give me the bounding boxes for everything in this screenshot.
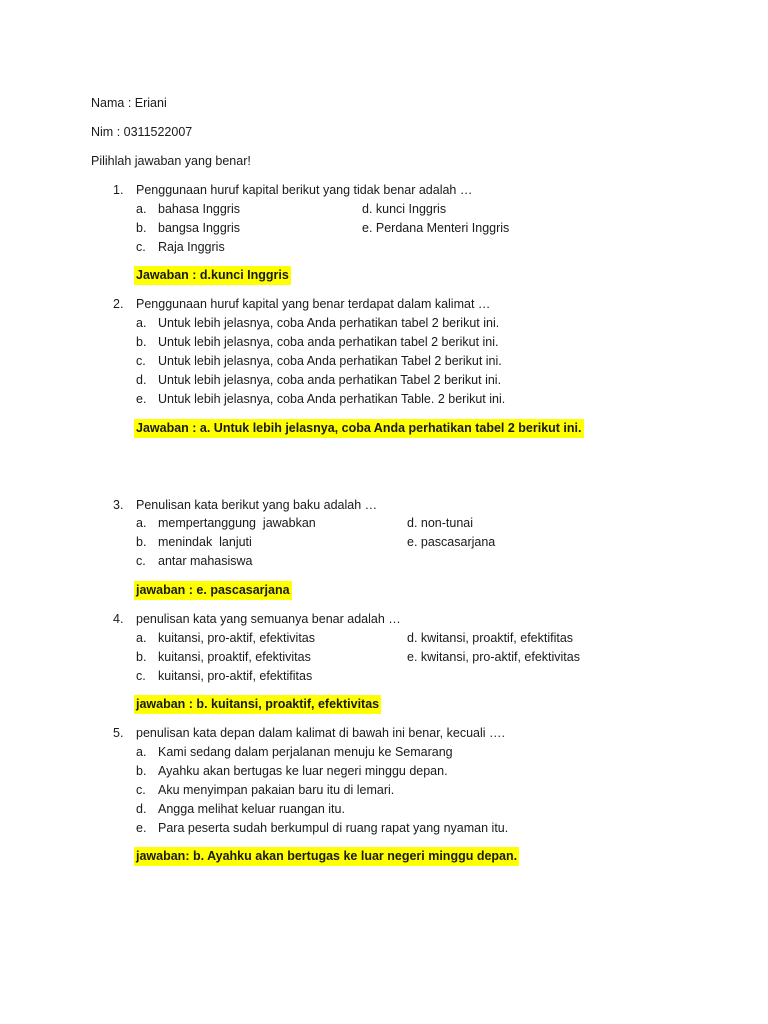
question-number: 4. bbox=[113, 612, 124, 626]
question-number: 1. bbox=[113, 183, 124, 197]
option-letter: a. bbox=[136, 316, 147, 330]
option-text: antar mahasiswa bbox=[158, 554, 253, 568]
student-nim: Nim : 0311522007 bbox=[91, 125, 193, 139]
option-text: Untuk lebih jelasnya, coba anda perhatikan tabel 2 berikut ini. bbox=[158, 335, 499, 349]
option-letter: a. bbox=[136, 516, 147, 530]
question-number: 3. bbox=[113, 498, 124, 512]
option-letter: c. bbox=[136, 783, 146, 797]
answer-highlight: Jawaban : a. Untuk lebih jelasnya, coba Anda perhatikan tabel 2 berikut ini. bbox=[134, 419, 584, 438]
option-text: Untuk lebih jelasnya, coba Anda perhatikan Tabel 2 berikut ini. bbox=[158, 354, 502, 368]
option-text: e. Perdana Menteri Inggris bbox=[362, 221, 510, 235]
option-text: Para peserta sudah berkumpul di ruang rapat yang nyaman itu. bbox=[158, 821, 509, 835]
answer-highlight: jawaban: b. Ayahku akan bertugas ke luar negeri minggu depan. bbox=[134, 847, 519, 866]
option-letter: d. bbox=[136, 373, 147, 387]
option-letter: b. bbox=[136, 650, 147, 664]
question-number: 5. bbox=[113, 726, 124, 740]
option-letter: b. bbox=[136, 335, 147, 349]
option-text: bahasa Inggris bbox=[158, 202, 241, 216]
option-letter: a. bbox=[136, 745, 147, 759]
option-letter: a. bbox=[136, 202, 147, 216]
option-text: d. kwitansi, proaktif, efektifitas bbox=[407, 631, 574, 645]
option-text: Angga melihat keluar ruangan itu. bbox=[158, 802, 345, 816]
option-letter: a. bbox=[136, 631, 147, 645]
instruction: Pilihlah jawaban yang benar! bbox=[91, 154, 251, 168]
question-text: Penggunaan huruf kapital berikut yang tidak benar adalah … bbox=[136, 183, 473, 197]
option-text: Aku menyimpan pakaian baru itu di lemari. bbox=[158, 783, 395, 797]
answer-highlight: jawaban : e. pascasarjana bbox=[134, 581, 292, 600]
option-text: kuitansi, pro-aktif, efektifitas bbox=[158, 669, 313, 683]
option-text: Untuk lebih jelasnya, coba Anda perhatikan Table. 2 berikut ini. bbox=[158, 392, 506, 406]
option-text: Raja Inggris bbox=[158, 240, 225, 254]
option-letter: c. bbox=[136, 554, 146, 568]
question-text: penulisan kata depan dalam kalimat di bawah ini benar, kecuali …. bbox=[136, 726, 505, 740]
student-name: Nama : Eriani bbox=[91, 96, 167, 110]
question-text: Penulisan kata berikut yang baku adalah … bbox=[136, 498, 378, 512]
option-text: Untuk lebih jelasnya, coba Anda perhatikan tabel 2 berikut ini. bbox=[158, 316, 500, 330]
option-letter: b. bbox=[136, 764, 147, 778]
option-letter: b. bbox=[136, 535, 147, 549]
option-letter: c. bbox=[136, 669, 146, 683]
option-text: Kami sedang dalam perjalanan menuju ke Semarang bbox=[158, 745, 453, 759]
option-text: Ayahku akan bertugas ke luar negeri minggu depan. bbox=[158, 764, 448, 778]
option-letter: e. bbox=[136, 821, 147, 835]
option-text: kuitansi, proaktif, efektivitas bbox=[158, 650, 311, 664]
question-text: Penggunaan huruf kapital yang benar terdapat dalam kalimat … bbox=[136, 297, 491, 311]
option-text: menindak lanjuti bbox=[158, 535, 252, 549]
option-text: kuitansi, pro-aktif, efektivitas bbox=[158, 631, 316, 645]
question-number: 2. bbox=[113, 297, 124, 311]
option-letter: c. bbox=[136, 354, 146, 368]
option-text: e. pascasarjana bbox=[407, 535, 496, 549]
option-letter: e. bbox=[136, 392, 147, 406]
answer-highlight: jawaban : b. kuitansi, proaktif, efektivitas bbox=[134, 695, 381, 714]
option-text: e. kwitansi, pro-aktif, efektivitas bbox=[407, 650, 580, 664]
answer-highlight: Jawaban : d.kunci Inggris bbox=[134, 266, 291, 285]
option-letter: b. bbox=[136, 221, 147, 235]
option-text: d. non-tunai bbox=[407, 516, 474, 530]
option-letter: d. bbox=[136, 802, 147, 816]
option-text: bangsa Inggris bbox=[158, 221, 241, 235]
question-text: penulisan kata yang semuanya benar adalah … bbox=[136, 612, 401, 626]
option-text: mempertanggung jawabkan bbox=[158, 516, 316, 530]
option-text: d. kunci Inggris bbox=[362, 202, 447, 216]
option-text: Untuk lebih jelasnya, coba anda perhatikan Tabel 2 berikut ini. bbox=[158, 373, 502, 387]
option-letter: c. bbox=[136, 240, 146, 254]
